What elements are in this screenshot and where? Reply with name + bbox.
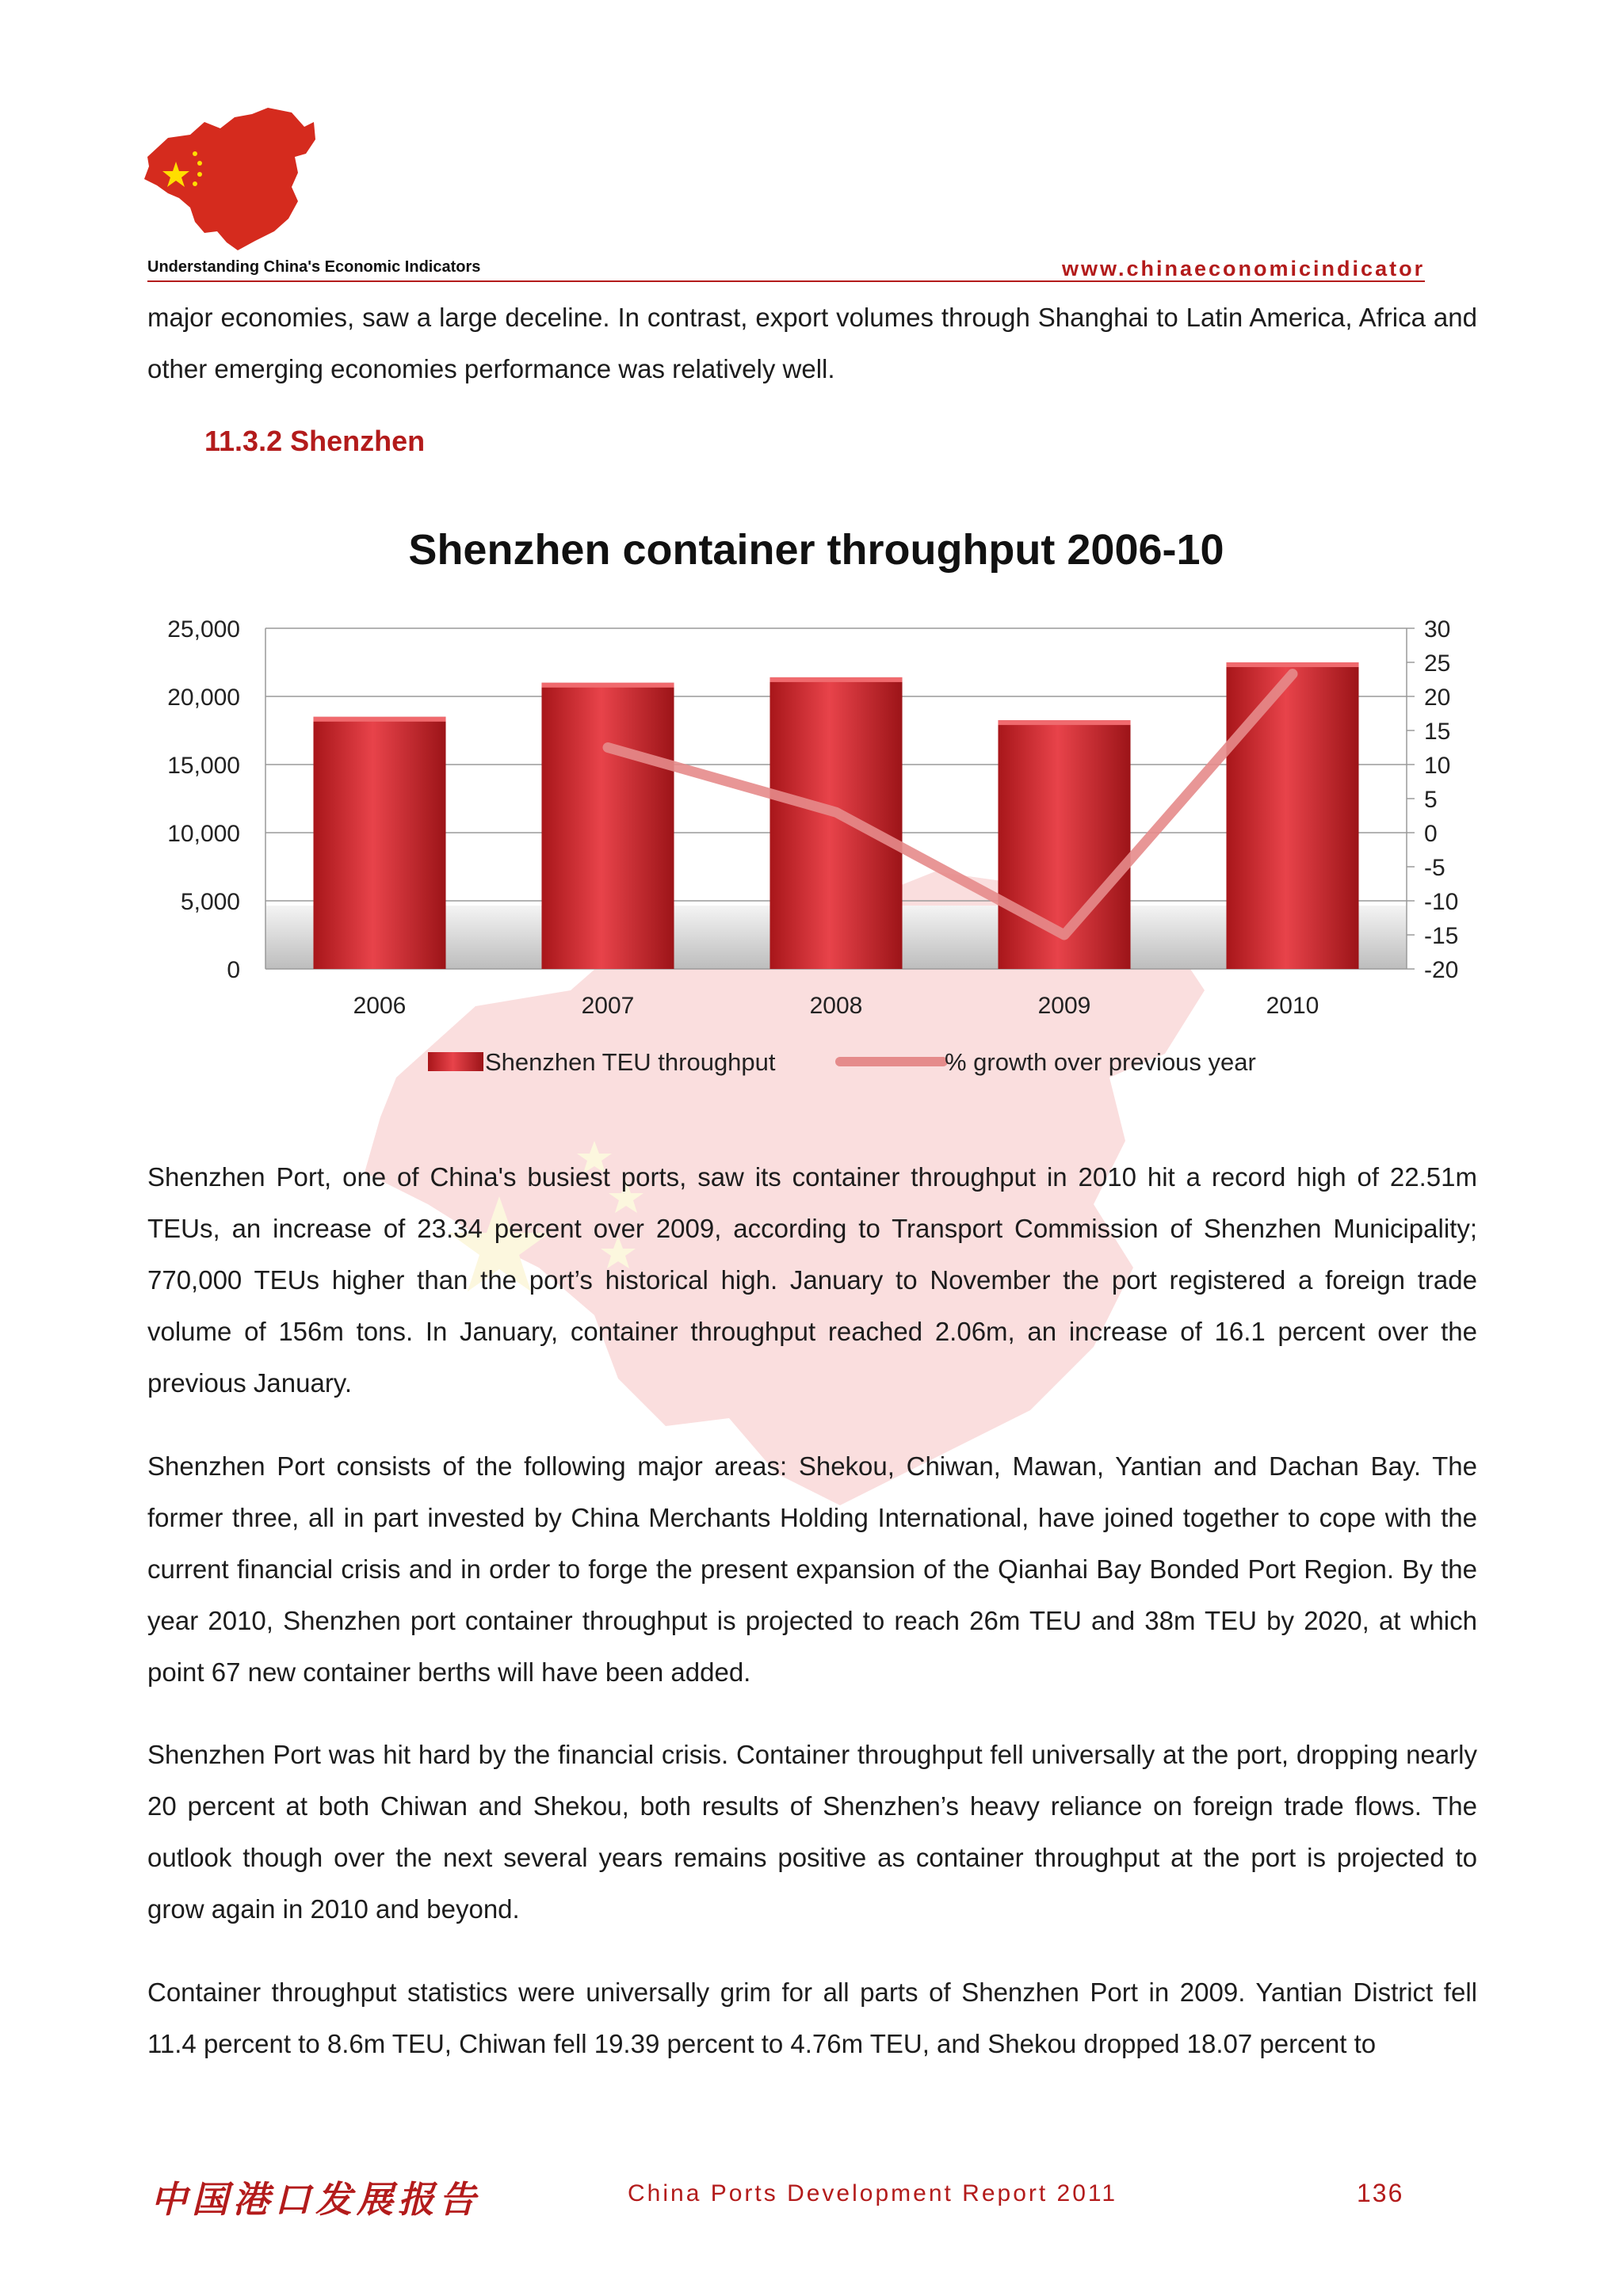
y-left-tick-label: 10,000: [167, 821, 240, 847]
legend-line-label: % growth over previous year: [945, 1048, 1256, 1076]
y-left-tick-label: 25,000: [167, 616, 240, 643]
x-tick-label: 2007: [581, 993, 635, 1019]
body-paragraph-1: Shenzhen Port, one of China's busiest ports, saw its container throughput in 2010 hit a record high of 22.51m TEUs, an increase of 23.34 percent over 2009, according to Transport Commission of Shenzhen Municipality; 770,000 TEUs higher than the port’s historical high. January to November the port registered a foreign trade volume of 156m tons. In January, container throughput reached 2.06m, an increase of 16.1 percent over the previous January.: [147, 1162, 1477, 1398]
header-divider: [147, 280, 1425, 282]
y-right-tick-label: -20: [1424, 957, 1459, 983]
y-right-tick-label: -5: [1424, 855, 1445, 881]
legend-bar-swatch: [428, 1052, 483, 1071]
logo-small-star: [193, 151, 197, 156]
y-right-tick-label: 25: [1424, 650, 1451, 677]
y-right-tick-label: 10: [1424, 753, 1451, 779]
x-tick-label: 2006: [353, 993, 407, 1019]
logo-small-star: [197, 172, 202, 177]
y-right-tick-label: -10: [1424, 889, 1459, 915]
bar-top-highlight: [769, 677, 902, 682]
bar-top-highlight: [541, 683, 674, 688]
body-paragraph-2: Shenzhen Port consists of the following major areas: Shekou, Chiwan, Mawan, Yantian and Dachan Bay. The former three, all in part invested by China Merchants Holding International, have joined together to cope with the current financial crisis and in order to forge the present expansion of the Qianhai Bay Bonded Port Region. By the year 2010, Shenzhen port container throughput is projected to reach 26m TEU and 38m TEU by 2020, at which point 67 new container berths will have been added.: [147, 1451, 1477, 1687]
y-left-tick-label: 0: [227, 957, 240, 983]
chart-title: Shenzhen container throughput 2006-10: [408, 526, 1224, 574]
bar-2010: [1226, 662, 1358, 969]
logo-small-star: [197, 161, 202, 166]
bar-2007: [541, 683, 674, 969]
body-paragraph-3: Shenzhen Port was hit hard by the financial crisis. Container throughput fell universally at the port, dropping nearly 20 percent at both Chiwan and Shekou, both results of Shenzhen’s heavy reliance on foreign trade flows. The outlook though over the next several years remains positive as container throughput at the port is projected to grow again in 2010 and beyond.: [147, 1740, 1477, 1924]
footer-chinese-title: 中国港口发展报告: [151, 2178, 480, 2221]
y-left-tick-label: 5,000: [180, 889, 240, 915]
china-map-logo: [141, 108, 315, 250]
legend-bar-label: Shenzhen TEU throughput: [485, 1048, 776, 1076]
y-right-tick-label: -15: [1424, 923, 1459, 949]
bar-top-highlight: [1226, 662, 1358, 667]
y-left-tick-label: 20,000: [167, 685, 240, 711]
logo-small-star: [193, 181, 197, 186]
intro-paragraph: major economies, saw a large deceline. In contrast, export volumes through Shanghai to Latin America, Africa and other emerging economies performance was relatively well.: [147, 303, 1477, 383]
x-tick-label: 2008: [809, 993, 863, 1019]
section-heading: 11.3.2 Shenzhen: [204, 425, 426, 457]
bar-top-highlight: [313, 717, 445, 722]
x-tick-label: 2010: [1266, 993, 1319, 1019]
header-tagline: Understanding China's Economic Indicators: [147, 258, 481, 276]
growth-line: [608, 674, 1293, 935]
body-paragraph-4: Container throughput statistics were universally grim for all parts of Shenzhen Port in 2009. Yantian District fell 11.4 percent to 8.6m TEU, Chiwan fell 19.39 percent to 4.76m TEU, and Shekou dropped 18.07 percent to: [147, 1978, 1477, 2058]
bar-top-highlight: [998, 720, 1130, 725]
throughput-chart: [143, 507, 1506, 1109]
y-right-tick-label: 15: [1424, 719, 1451, 745]
y-right-tick-label: 20: [1424, 685, 1451, 711]
y-right-tick-label: 0: [1424, 821, 1438, 847]
footer-report-title: China Ports Development Report 2011: [628, 2180, 1118, 2206]
y-right-tick-label: 30: [1424, 616, 1451, 643]
y-right-tick-label: 5: [1424, 787, 1438, 813]
x-tick-label: 2009: [1037, 993, 1091, 1019]
y-left-tick-label: 15,000: [167, 753, 240, 779]
footer-page-number: 136: [1357, 2179, 1404, 2207]
bar-2008: [769, 677, 902, 969]
bar-2006: [313, 717, 445, 969]
header-website: www.chinaeconomicindicator: [1062, 257, 1426, 280]
